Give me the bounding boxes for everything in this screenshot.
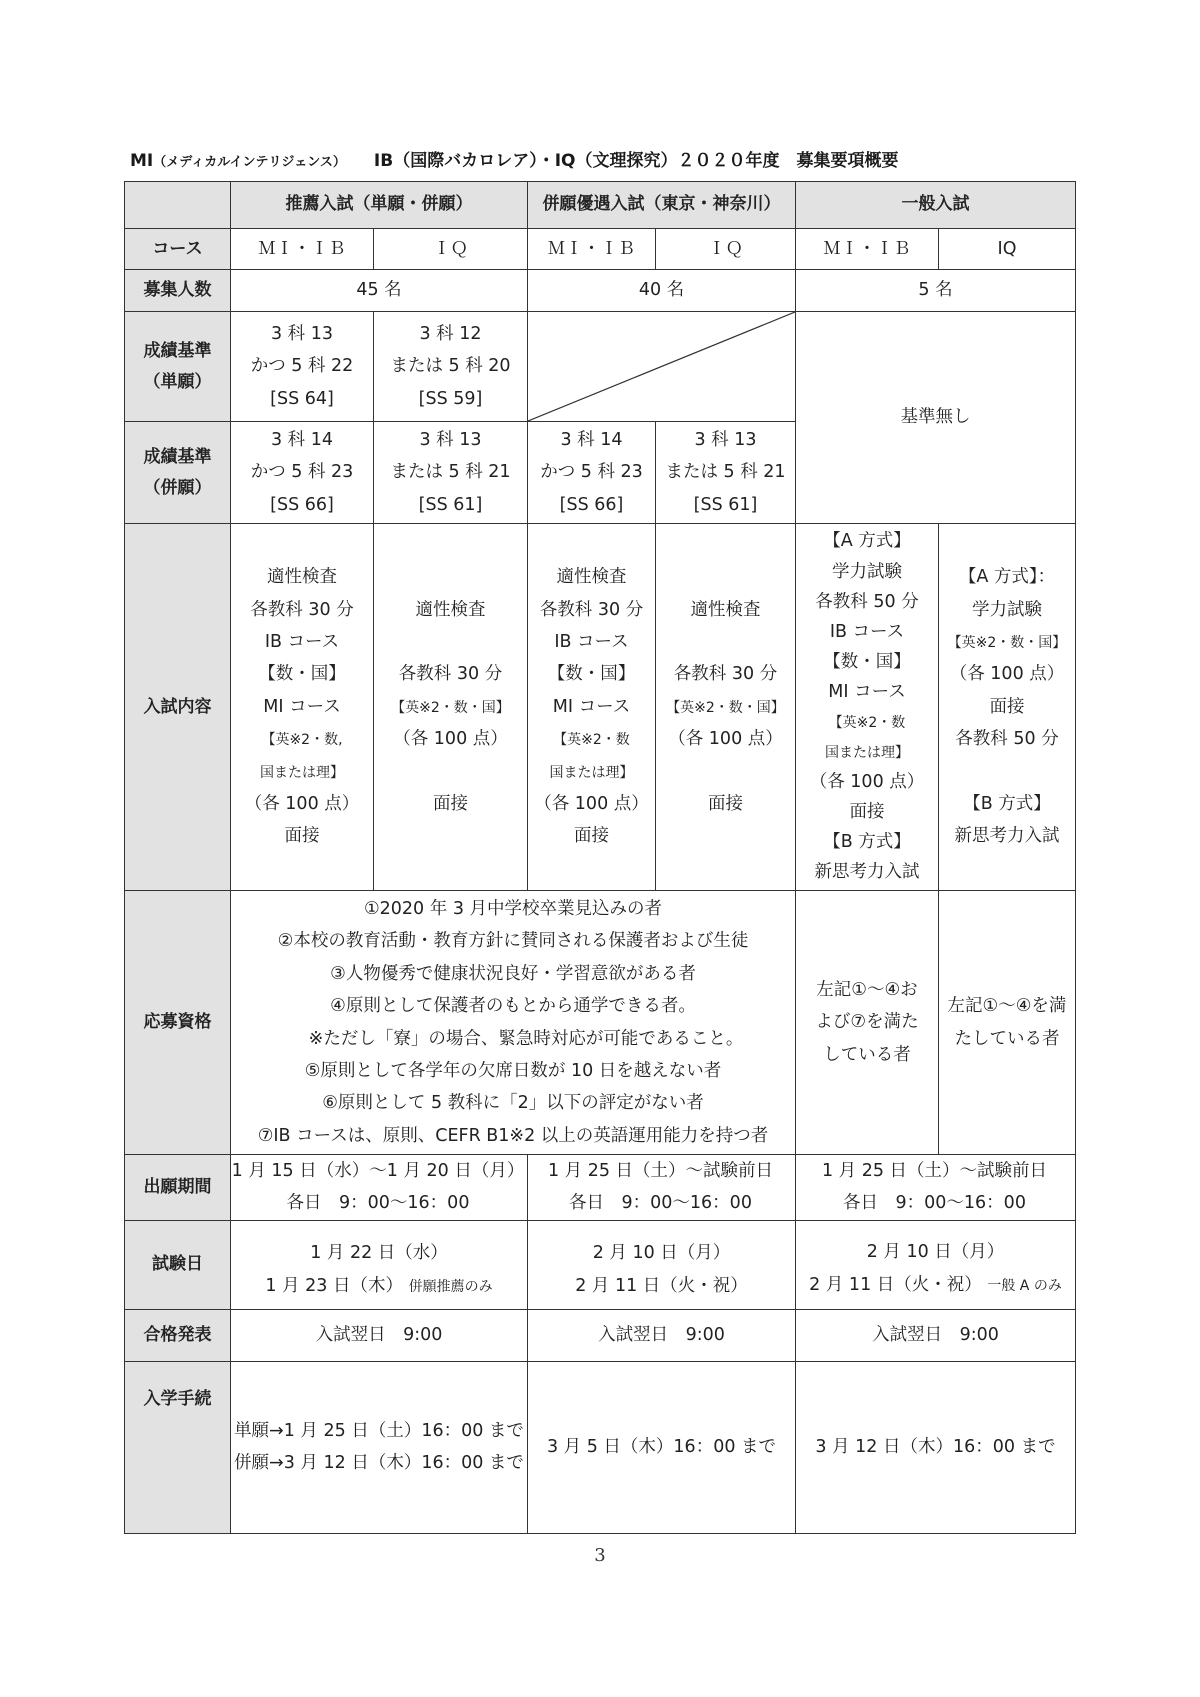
result-heigan: 入試翌日 9:00 (528, 1309, 796, 1361)
row-label-capacity: 募集人数 (125, 270, 231, 312)
criteria-heigan-h-iq: 3 科 13 または 5 科 21 [SS 61] (656, 422, 796, 524)
procedure-ippan: 3 月 12 日（木）16：00 まで (796, 1361, 1076, 1533)
criteria-heigan-s-iq: 3 科 13 または 5 科 21 [SS 61] (374, 422, 528, 524)
exam-date-heigan: 2 月 10 日（月） 2 月 11 日（火・祝） (528, 1220, 796, 1309)
admissions-table (124, 181, 1076, 1534)
course-h-mi-ib: ＭＩ・ＩＢ (528, 229, 656, 270)
capacity-heigan: 40 名 (528, 270, 796, 312)
qualification-general-mi-ib: 左記①～④お よび⑦を満た している者 (796, 891, 939, 1155)
header-heigan: 併願優遇入試（東京・神奈川） (528, 182, 796, 229)
row-label-procedure: 入学手続 (125, 1361, 231, 1533)
capacity-suisen: 45 名 (231, 270, 528, 312)
qualification-list (231, 891, 796, 1155)
course-s-mi-ib: ＭＩ・ＩＢ (231, 229, 374, 270)
exam-date-suisen-note: 併願推薦のみ (408, 1278, 493, 1295)
content-s-mi-ib: 適性検査 各教科 30 分 IB コース 【数・国】 MI コース 【英※2・数, 国または理】 （各 100 点） 面接 (231, 524, 374, 891)
qualification-item: ①2020 年 3 月中学校卒業見込みの者 (363, 899, 663, 919)
application-period-suisen: 1 月 15 日（水）～1 月 20 日（月） 各日 9：00～16：00 (231, 1155, 528, 1221)
criteria-heigan-s-mi-ib: 3 科 14 かつ 5 科 23 [SS 66] (231, 422, 374, 524)
title-mi-note: （メディカルインテリジェンス） (153, 155, 346, 170)
criteria-tangan-iq: 3 科 12 または 5 科 20 [SS 59] (374, 312, 528, 422)
qualification-item: ⑤原則として各学年の欠席日数が 10 日を越えない者 (304, 1060, 722, 1081)
content-h-iq: 適性検査 各教科 30 分 【英※2・数・国】 （各 100 点） 面接 (656, 524, 796, 891)
procedure-suisen: 単願→1 月 25 日（土）16：00 まで 併願→3 月 12 日（木）16：00 まで (231, 1361, 528, 1533)
general-criteria: 基準無し (796, 312, 1076, 524)
qualification-item: ④原則として保護者のもとから通学できる者。 (330, 996, 696, 1017)
criteria-tangan-mi-ib: 3 科 13 かつ 5 科 22 [SS 64] (231, 312, 374, 422)
criteria-tangan-heigan-empty (528, 312, 796, 422)
row-label-course: コース (125, 229, 231, 270)
content-g-mi-ib: 【A 方式】 学力試験 各教科 50 分 IB コース 【数・国】 MI コース 【英※2・数 国または理】 （各 100 点） 面接 【B 方式】 新思考力入試 (796, 524, 939, 891)
criteria-heigan-h-mi-ib: 3 科 14 かつ 5 科 23 [SS 66] (528, 422, 656, 524)
course-h-iq: ＩＱ (656, 229, 796, 270)
header-corner (125, 182, 231, 229)
header-suisen: 推薦入試（単願・併願） (231, 182, 528, 229)
qualification-item: ⑥原則として 5 教科に「2」以下の評定がない者 (322, 1093, 704, 1114)
row-label-result: 合格発表 (125, 1309, 231, 1361)
row-label-criteria-heigan: 成績基準 （併願） (125, 422, 231, 524)
row-label-content: 入試内容 (125, 524, 231, 891)
page-number: 3 (594, 1545, 606, 1566)
row-label-criteria-tangan: 成績基準 （単願） (125, 312, 231, 422)
header-ippan: 一般入試 (796, 182, 1076, 229)
exam-date-ippan-note: 一般 A のみ (987, 1277, 1062, 1294)
qualification-note: ※ただし「寮」の場合、緊急時対応が可能であること。 (308, 1028, 744, 1049)
course-g-mi-ib: ＭＩ・ＩＢ (796, 229, 939, 270)
title-prefix: MI (130, 151, 154, 171)
row-label-application-period: 出願期間 (125, 1155, 231, 1221)
course-s-iq: ＩＱ (374, 229, 528, 270)
result-suisen: 入試翌日 9:00 (231, 1309, 528, 1361)
content-s-iq: 適性検査 各教科 30 分 【英※2・数・国】 （各 100 点） 面接 (374, 524, 528, 891)
row-label-qualification: 応募資格 (125, 891, 231, 1155)
result-ippan: 入試翌日 9:00 (796, 1309, 1076, 1361)
row-label-exam-date: 試験日 (125, 1220, 231, 1309)
capacity-ippan: 5 名 (796, 270, 1076, 312)
qualification-item: ②本校の教育活動・教育方針に賛同される保護者および生徒 (277, 931, 749, 952)
content-g-iq: 【A 方式】： 学力試験 【英※2・数・国】 （各 100 点） 面接 各教科 50 分 【B 方式】 新思考力入試 (939, 524, 1076, 891)
course-g-iq: IQ (939, 229, 1076, 270)
procedure-heigan: 3 月 5 日（木）16：00 まで (528, 1361, 796, 1533)
qualification-item: ③人物優秀で健康状況良好・学習意欲がある者 (330, 963, 696, 984)
exam-date-suisen: 1 月 22 日（水） 1 月 23 日（木） 併願推薦のみ (231, 1220, 528, 1309)
diagonal-slash (528, 312, 795, 421)
title-main: IB（国際バカロレア）・IQ（文理探究）２０２０年度 募集要項概要 (373, 151, 899, 171)
qualification-item: ⑦IB コースは、原則、CEFR B1※2 以上の英語運用能力を持つ者 (257, 1125, 769, 1146)
application-period-heigan: 1 月 25 日（土）～試験前日 各日 9：00～16：00 (528, 1155, 796, 1221)
content-h-mi-ib: 適性検査 各教科 30 分 IB コース 【数・国】 MI コース 【英※2・数 国または理】 （各 100 点） 面接 (528, 524, 656, 891)
page-title (130, 146, 1090, 171)
application-period-ippan: 1 月 25 日（土）～試験前日 各日 9：00～16：00 (796, 1155, 1076, 1221)
qualification-general-iq: 左記①～④を満 たしている者 (939, 891, 1076, 1155)
exam-date-ippan: 2 月 10 日（月） 2 月 11 日（火・祝） 一般 A のみ (796, 1220, 1076, 1309)
